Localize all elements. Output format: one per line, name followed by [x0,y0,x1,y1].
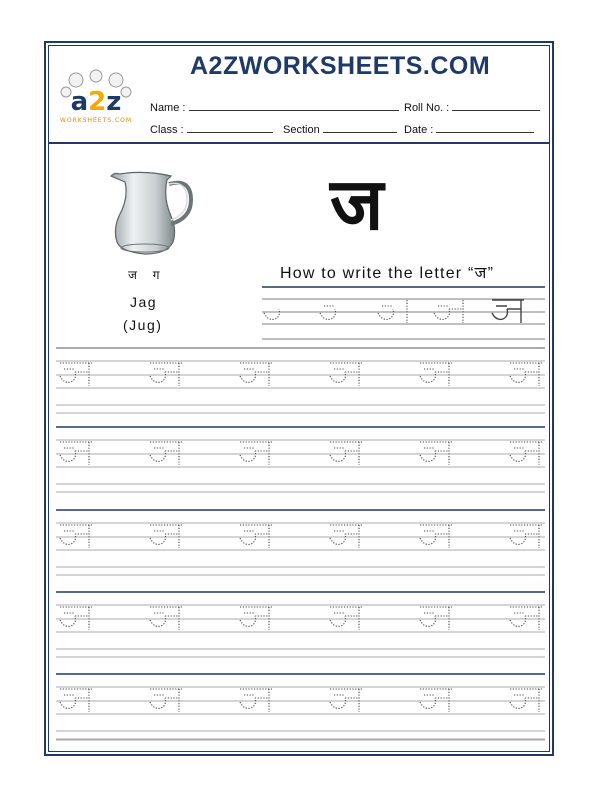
trace-letter-r3-2[interactable] [150,525,182,548]
roll-label: Roll No. : [404,102,450,114]
trace-letter-r5-5-stroke [420,689,452,712]
featured-letter: ज [330,162,384,246]
trace-letter-r3-5[interactable] [420,525,452,548]
word-hindi: ज ग [128,268,166,282]
name-label: Name : [150,102,186,114]
trace-letter-r5-3[interactable] [240,689,272,712]
class-label: Class : [150,124,184,136]
trace-letter-r5-2[interactable] [150,689,182,712]
trace-letter-r2-5[interactable] [420,442,452,465]
trace-letter-r1-1-stroke [60,363,92,386]
stroke-step-4[interactable] [434,300,463,323]
trace-letters[interactable] [60,300,542,712]
trace-letter-r2-4-stroke [330,442,362,465]
trace-letter-r4-4[interactable] [330,607,362,630]
trace-letter-r1-3[interactable] [240,363,272,386]
trace-letter-r4-6-stroke [510,607,542,630]
trace-letter-r2-6-stroke [510,442,542,465]
trace-letter-r1-6[interactable] [510,363,542,386]
trace-letter-r5-2-stroke [150,689,182,712]
trace-letter-r4-4-stroke [330,607,362,630]
trace-letter-r5-5[interactable] [420,689,452,712]
trace-letter-r2-4[interactable] [330,442,362,465]
trace-letter-r2-3[interactable] [240,442,272,465]
stroke-step-5[interactable] [492,300,524,323]
stroke-step-2-stroke [320,306,336,319]
trace-letter-r2-6[interactable] [510,442,542,465]
trace-letter-r1-4[interactable] [330,363,362,386]
trace-letter-r4-2[interactable] [150,607,182,630]
trace-letter-r5-1-stroke [60,689,92,712]
trace-letter-r1-3-stroke [240,363,272,386]
svg-text:a2z: a2z [70,87,122,117]
trace-letter-r4-5-stroke [420,607,452,630]
trace-letter-r3-3-stroke [240,525,272,548]
trace-letter-r3-4[interactable] [330,525,362,548]
trace-letter-r4-1[interactable] [60,607,92,630]
trace-letter-r5-4[interactable] [330,689,362,712]
trace-letter-r1-4-stroke [330,363,362,386]
trace-letter-r3-6[interactable] [510,525,542,548]
stroke-step-5-stroke [492,300,524,323]
trace-letter-r1-5[interactable] [420,363,452,386]
stroke-step-3[interactable] [378,300,407,323]
stroke-step-1-stroke [264,309,280,319]
trace-letter-r3-3[interactable] [240,525,272,548]
trace-letter-r3-4-stroke [330,525,362,548]
guide-lines [56,287,545,740]
trace-letter-r4-2-stroke [150,607,182,630]
trace-letter-r2-5-stroke [420,442,452,465]
trace-letter-r5-3-stroke [240,689,272,712]
trace-letter-r1-2[interactable] [150,363,182,386]
trace-letter-r3-1[interactable] [60,525,92,548]
trace-letter-r4-1-stroke [60,607,92,630]
site-title[interactable]: A2ZWORKSHEETS.COM [190,52,491,80]
trace-letter-r1-2-stroke [150,363,182,386]
instruction-text: How to write the letter “ज” [280,265,495,282]
trace-letter-r1-5-stroke [420,363,452,386]
trace-letter-r5-1[interactable] [60,689,92,712]
word-meaning: (Jug) [123,317,163,333]
trace-letter-r3-6-stroke [510,525,542,548]
trace-letter-r2-2[interactable] [150,442,182,465]
trace-letter-r1-1[interactable] [60,363,92,386]
trace-letter-r2-2-stroke [150,442,182,465]
stroke-step-1[interactable] [264,309,280,319]
svg-text:WORKSHEETS.COM: WORKSHEETS.COM [59,117,133,124]
trace-letter-r5-4-stroke [330,689,362,712]
trace-letter-r4-5[interactable] [420,607,452,630]
section-label: Section [283,124,320,136]
date-label: Date : [404,124,434,136]
trace-letter-r5-6[interactable] [510,689,542,712]
trace-letter-r2-1[interactable] [60,442,92,465]
trace-letter-r2-1-stroke [60,442,92,465]
trace-letter-r4-3[interactable] [240,607,272,630]
trace-letter-r3-1-stroke [60,525,92,548]
stroke-step-4-stroke [434,300,463,323]
word-english: Jag [130,294,158,310]
stroke-step-2[interactable] [320,306,336,319]
trace-letter-r4-6[interactable] [510,607,542,630]
trace-letter-r5-6-stroke [510,689,542,712]
stroke-step-3-stroke [378,300,407,323]
trace-letter-r3-2-stroke [150,525,182,548]
trace-letter-r3-5-stroke [420,525,452,548]
trace-letter-r2-3-stroke [240,442,272,465]
trace-letter-r1-6-stroke [510,363,542,386]
trace-letter-r4-3-stroke [240,607,272,630]
